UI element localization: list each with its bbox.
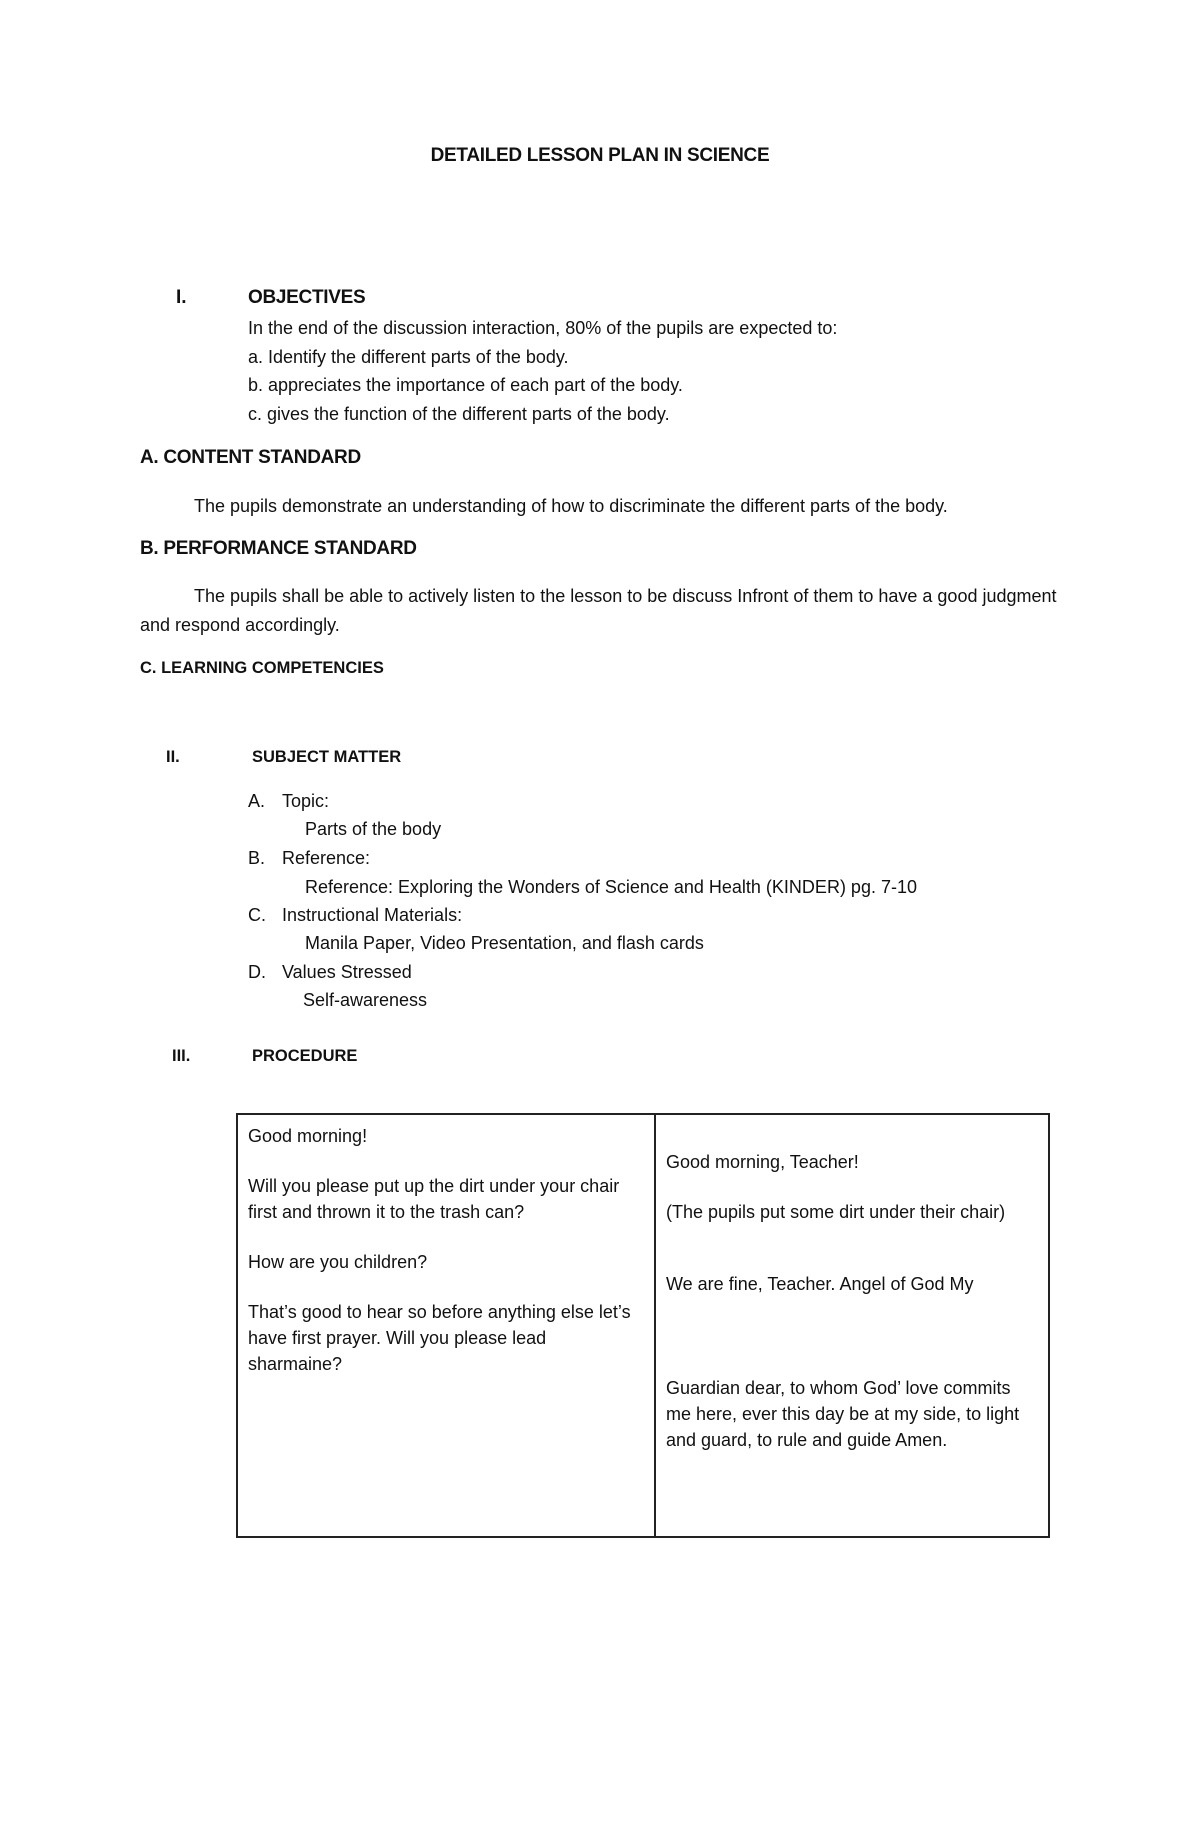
pupil-line: We are fine, Teacher. Angel of God My	[666, 1274, 974, 1294]
subject-item-value: Parts of the body	[305, 819, 442, 839]
teacher-line: Good morning!	[248, 1126, 368, 1146]
subject-item-label: Reference:	[282, 848, 371, 868]
objective-item-c: c. gives the function of the different parts of the body.	[248, 404, 670, 424]
performance-standard-heading: B. PERFORMANCE STANDARD	[140, 538, 417, 559]
objective-item-b: b. appreciates the importance of each part of the body.	[248, 375, 683, 395]
subject-item-label: Topic:	[282, 791, 330, 811]
content-standard-heading: A. CONTENT STANDARD	[140, 447, 361, 468]
procedure-table	[236, 1113, 1050, 1538]
subject-item-label: Values Stressed	[282, 962, 412, 982]
subject-item-letter: D.	[248, 962, 266, 982]
subject-matter-heading: SUBJECT MATTER	[252, 748, 402, 766]
pupil-line: Guardian dear, to whom God’ love commits me here, ever this day be at my side, to light and guard, to rule and guide Amen.	[666, 1378, 1020, 1450]
subject-item-value: Manila Paper, Video Presentation, and flash cards	[305, 933, 704, 953]
objectives-numeral: I.	[176, 287, 187, 308]
objective-item-a: a. Identify the different parts of the body.	[248, 347, 569, 367]
subject-item-letter: C.	[248, 905, 266, 925]
teacher-activity-cell	[237, 1114, 655, 1537]
document-title: DETAILED LESSON PLAN IN SCIENCE	[430, 145, 770, 166]
subject-item-value: Reference: Exploring the Wonders of Science and Health (KINDER) pg. 7-10	[305, 877, 917, 897]
table-row	[237, 1114, 1049, 1537]
performance-standard-paragraph	[140, 582, 1060, 640]
procedure-heading: PROCEDURE	[252, 1047, 358, 1065]
subject-matter-numeral: II.	[166, 748, 180, 766]
learning-competencies-heading: C. LEARNING COMPETENCIES	[140, 659, 384, 677]
subject-item-letter: B.	[248, 848, 266, 868]
subject-item-letter: A.	[248, 791, 266, 811]
pupils-activity-cell	[655, 1114, 1049, 1537]
pupil-line: (The pupils put some dirt under their chair)	[666, 1202, 1006, 1222]
teacher-line: Will you please put up the dirt under your chair first and thrown it to the trash can?	[248, 1176, 620, 1222]
objectives-intro: In the end of the discussion interaction, 80% of the pupils are expected to:	[248, 318, 838, 338]
content-standard-text: The pupils demonstrate an understanding of how to discriminate the different parts of the body.	[194, 496, 948, 516]
performance-standard-text: The pupils shall be able to actively listen to the lesson to be discuss Infront of them to have a good judgment and respond accordingly.	[140, 586, 1057, 635]
subject-item-value: Self-awareness	[303, 990, 428, 1010]
objectives-heading: OBJECTIVES	[248, 287, 366, 308]
teacher-line: How are you children?	[248, 1252, 428, 1272]
teacher-line: That’s good to hear so before anything else let’s have first prayer. Will you please lead sharmaine?	[248, 1302, 631, 1374]
pupil-line: Good morning, Teacher!	[666, 1152, 859, 1172]
subject-item-label: Instructional Materials:	[282, 905, 463, 925]
procedure-numeral: III.	[172, 1047, 191, 1065]
